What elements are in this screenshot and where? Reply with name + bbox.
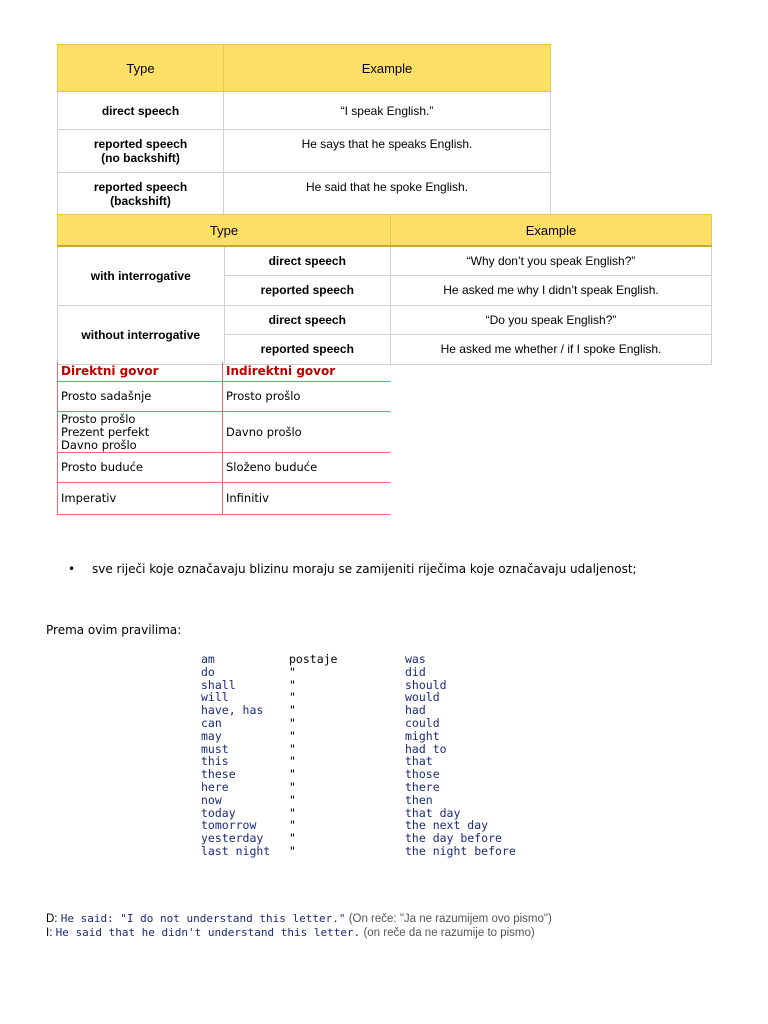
example-cell: He asked me whether / if I spoke English. bbox=[391, 334, 712, 364]
transform-item: " bbox=[289, 818, 296, 833]
intro-text: Prema ovim pravilima: bbox=[46, 623, 182, 637]
word-item: this bbox=[201, 754, 229, 769]
example-cell: He asked me why I didn’t speak English. bbox=[391, 275, 712, 305]
table-row bbox=[58, 412, 391, 453]
word-item: that bbox=[405, 754, 433, 769]
table-row bbox=[58, 173, 551, 216]
example-header: Example bbox=[391, 215, 712, 247]
transform-item: " bbox=[289, 805, 296, 820]
word-item: now bbox=[201, 792, 222, 807]
word-item: had bbox=[405, 703, 426, 718]
table-row bbox=[58, 92, 551, 130]
example-direct bbox=[46, 912, 552, 925]
example-label: I: bbox=[46, 927, 53, 939]
word-item: last night bbox=[201, 843, 271, 858]
transform-item: " bbox=[289, 792, 296, 807]
transform-item: " bbox=[289, 831, 296, 846]
example-header: Example bbox=[224, 45, 551, 92]
word-item: was bbox=[405, 652, 426, 666]
transform-item: postaje bbox=[289, 652, 338, 666]
word-item: the day before bbox=[405, 831, 502, 846]
word-item: tomorrow bbox=[201, 818, 257, 833]
word-item: then bbox=[405, 792, 433, 807]
tense-line: Prosto prošlo bbox=[61, 411, 136, 426]
transform-column bbox=[289, 653, 337, 858]
indirect-tense-cell: Prosto prošlo bbox=[223, 382, 391, 412]
word-item: the next day bbox=[405, 818, 489, 833]
transform-item: " bbox=[289, 767, 296, 782]
example-cell: “Why don’t you speak English?” bbox=[391, 246, 712, 275]
table-row bbox=[58, 453, 391, 483]
question-speech-table bbox=[57, 214, 712, 365]
word-item: the night before bbox=[405, 843, 516, 858]
word-item: that day bbox=[405, 805, 461, 820]
indirect-tense-cell: Infinitiv bbox=[223, 483, 391, 515]
speech-type-table bbox=[57, 44, 551, 216]
transform-item: " bbox=[289, 690, 296, 705]
word-item: may bbox=[201, 728, 222, 743]
tense-shift-table bbox=[57, 362, 390, 515]
table-row bbox=[58, 305, 712, 334]
group-label: without interrogative bbox=[81, 327, 201, 342]
transform-item: " bbox=[289, 703, 296, 718]
example-label: D: bbox=[46, 913, 58, 925]
direct-tense-cell bbox=[58, 412, 223, 453]
table-row bbox=[58, 483, 391, 515]
type-header: Type bbox=[58, 215, 391, 247]
example-cell: “I speak English.” bbox=[224, 92, 551, 130]
example-cell: “Do you speak English?” bbox=[391, 305, 712, 334]
word-item: here bbox=[201, 779, 229, 794]
transform-item: " bbox=[289, 779, 296, 794]
source-words-column bbox=[201, 653, 270, 858]
kind-cell: reported speech bbox=[260, 283, 354, 297]
type-cell: reported speech bbox=[93, 180, 188, 194]
type-cell-sub: (no backshift) bbox=[101, 151, 180, 165]
transform-item: " bbox=[289, 677, 296, 692]
example-cell: He says that he speaks English. bbox=[224, 130, 551, 173]
group-label: with interrogative bbox=[90, 268, 191, 283]
direct-speech-header: Direktni govor bbox=[58, 362, 223, 382]
example-english: He said that he didn't understand this letter. bbox=[55, 926, 361, 939]
kind-cell: direct speech bbox=[268, 253, 346, 268]
indirect-speech-header: Indirektni govor bbox=[223, 362, 391, 382]
transform-item: " bbox=[289, 843, 296, 858]
transform-item: " bbox=[289, 664, 296, 679]
target-words-column bbox=[405, 653, 516, 858]
word-item: can bbox=[201, 715, 222, 730]
word-item: had to bbox=[405, 741, 447, 756]
tense-line: Prezent perfekt bbox=[61, 424, 150, 439]
table-row bbox=[58, 130, 551, 173]
word-item: must bbox=[201, 741, 229, 756]
table-row bbox=[58, 246, 712, 275]
word-item: do bbox=[201, 664, 215, 679]
bullet-dot-icon: • bbox=[68, 562, 76, 576]
indirect-tense-cell: Složeno buduće bbox=[223, 453, 391, 483]
table-row bbox=[58, 382, 391, 412]
word-item: yesterday bbox=[201, 831, 264, 846]
example-translation: (On reče: "Ja ne razumijem ovo pismo") bbox=[348, 913, 552, 925]
direct-tense-cell: Prosto sadašnje bbox=[58, 382, 223, 412]
direct-tense-cell: Prosto buduće bbox=[58, 453, 223, 483]
word-item: have, has bbox=[201, 703, 264, 718]
type-header: Type bbox=[58, 45, 224, 92]
type-cell: reported speech bbox=[93, 137, 188, 151]
direct-tense-cell: Imperativ bbox=[58, 483, 223, 515]
word-item: might bbox=[405, 728, 440, 743]
word-item: did bbox=[405, 664, 426, 679]
word-item: today bbox=[201, 805, 236, 820]
word-item: will bbox=[201, 690, 229, 705]
kind-cell: direct speech bbox=[268, 312, 346, 327]
type-cell: direct speech bbox=[101, 103, 180, 118]
example-indirect bbox=[46, 926, 535, 939]
example-english: He said: "I do not understand this letter." bbox=[60, 912, 346, 925]
kind-cell: reported speech bbox=[260, 342, 354, 356]
bullet-text: sve riječi koje označavaju blizinu moraju se zamijeniti riječima koje označavaju udaljenost; bbox=[92, 562, 637, 576]
type-cell-sub: (backshift) bbox=[110, 194, 171, 208]
word-item: there bbox=[405, 779, 440, 794]
word-item: should bbox=[405, 677, 447, 692]
word-item: would bbox=[405, 690, 440, 705]
transform-item: " bbox=[289, 741, 296, 756]
indirect-tense-cell: Davno prošlo bbox=[223, 412, 391, 453]
transform-item: " bbox=[289, 728, 296, 743]
example-cell: He said that he spoke English. bbox=[224, 173, 551, 216]
example-translation: (on reče da ne razumije to pismo) bbox=[363, 927, 535, 939]
tense-line: Davno prošlo bbox=[61, 437, 137, 452]
word-item: am bbox=[201, 652, 215, 666]
word-item: shall bbox=[201, 677, 236, 692]
transform-item: " bbox=[289, 754, 296, 769]
word-item: these bbox=[201, 767, 236, 782]
word-item: could bbox=[405, 715, 440, 730]
word-item: those bbox=[405, 767, 440, 782]
transform-item: " bbox=[289, 715, 296, 730]
